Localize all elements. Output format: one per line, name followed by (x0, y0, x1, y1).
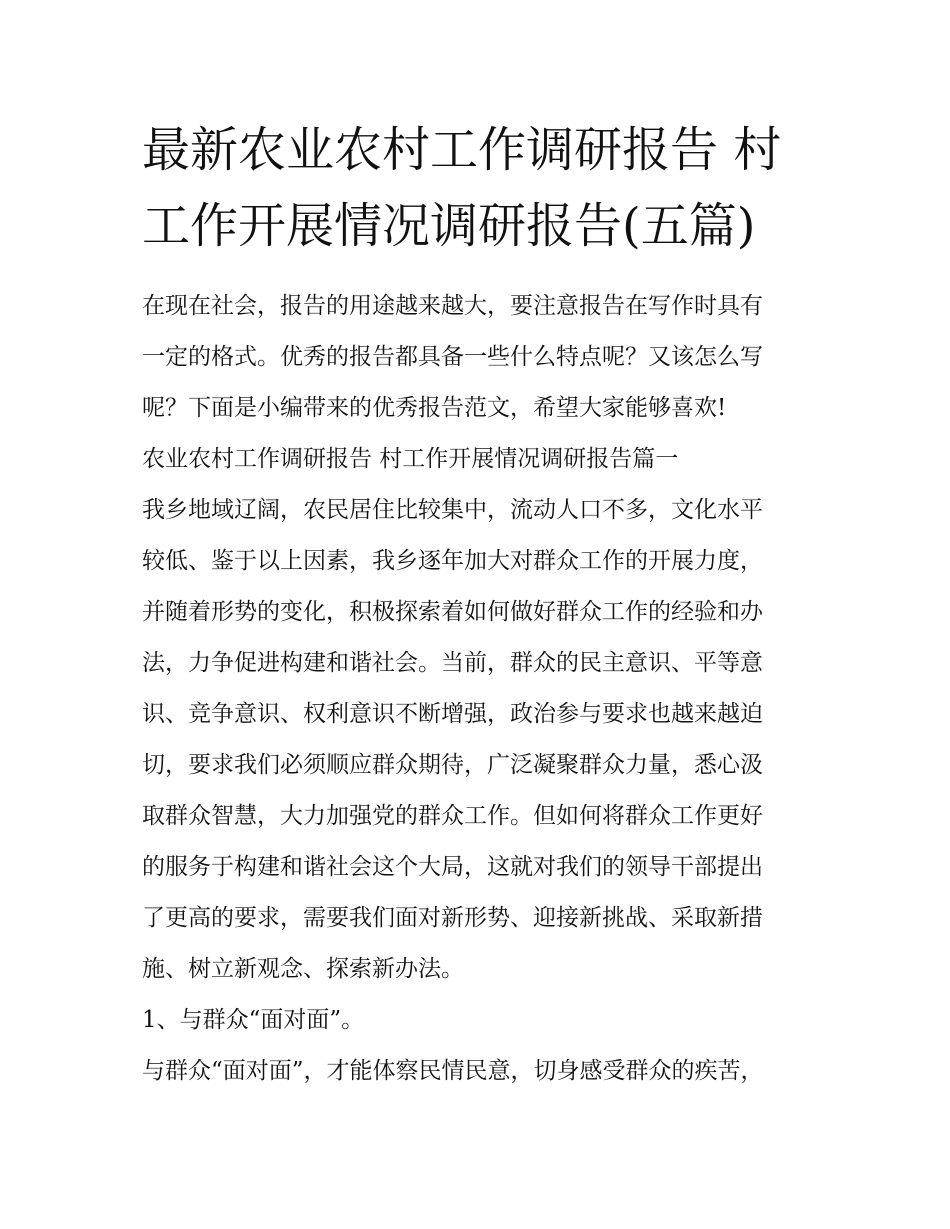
body-line: 识、竞争意识、权利意识不断增强，政治参与要求也越来越迫 (142, 701, 763, 727)
body-line: 施、树立新观念、探索新办法。 (142, 956, 464, 982)
body-line: 较低、鉴于以上因素，我乡逐年加大对群众工作的开展力度， (142, 548, 763, 574)
body-line: 的服务于构建和谐社会这个大局，这就对我们的领导干部提出 (142, 854, 763, 880)
body-line: 了更高的要求，需要我们面对新形势、迎接新挑战、采取新措 (142, 905, 763, 931)
intro-line: 呢？下面是小编带来的优秀报告范文，希望大家能够喜欢! (142, 395, 727, 421)
section-heading: 农业农村工作调研报告 村工作开展情况调研报告篇一 (142, 446, 679, 472)
document-body (142, 281, 814, 1097)
body-line: 法，力争促进构建和谐社会。当前，群众的民主意识、平等意 (142, 650, 763, 676)
title-line: 工作开展情况调研报告(五篇) (142, 198, 756, 254)
body-line: 与群众“面对面”，才能体察民情民意，切身感受群众的疾苦， (142, 1058, 764, 1084)
body-line: 并随着形势的变化，积极探索着如何做好群众工作的经验和办 (142, 599, 763, 625)
document-title (142, 112, 814, 264)
body-line: 取群众智慧，大力加强党的群众工作。但如何将群众工作更好 (142, 803, 763, 829)
body-line: 切，要求我们必须顺应群众期待，广泛凝聚群众力量，悉心汲 (142, 752, 763, 778)
title-spacer (142, 264, 814, 281)
body-line: 我乡地域辽阔，农民居住比较集中，流动人口不多，文化水平 (142, 497, 763, 523)
numbered-item: 1、与群众“面对面”。 (142, 1007, 365, 1033)
intro-line: 在现在社会，报告的用途越来越大，要注意报告在写作时具有 (142, 293, 763, 319)
document-content (142, 112, 814, 1097)
intro-line: 一定的格式。优秀的报告都具备一些什么特点呢？又该怎么写 (142, 344, 763, 370)
title-line: 最新农业农村工作调研报告 村 (142, 122, 782, 178)
